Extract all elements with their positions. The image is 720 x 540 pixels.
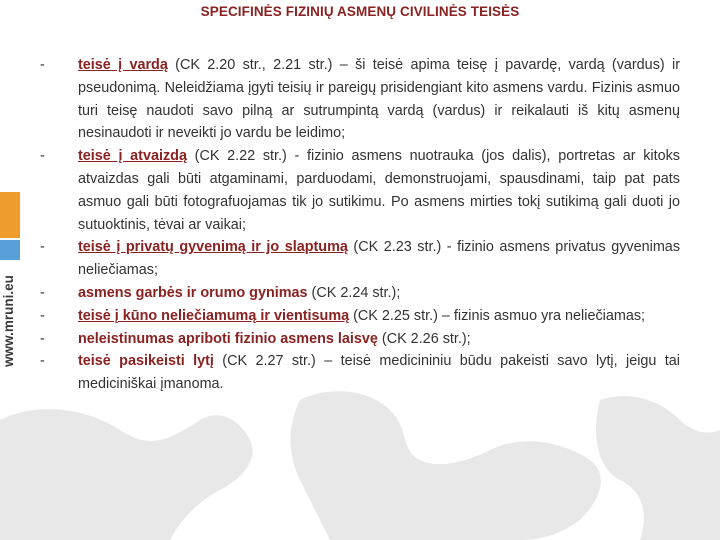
slide-title: SPECIFINĖS FIZINIŲ ASMENŲ CIVILINĖS TEISĖS [200, 4, 520, 19]
list-dash: - [40, 353, 45, 370]
right-description: (CK 2.27 str.) – teisė medicininiu būdu pakeisti savo lytį, jeigu tai mediciniškai įmanoma. [78, 353, 680, 393]
world-map-watermark-icon [0, 380, 720, 540]
right-description: (CK 2.23 str.) - fizinio asmens privatus gyvenimas neliečiamas; [78, 239, 681, 279]
list-dash: - [40, 284, 45, 301]
list-item [40, 145, 680, 236]
right-term: teisė pasikeisti lytį [78, 353, 214, 370]
list-dash: - [40, 239, 45, 256]
logo-bar [0, 192, 20, 370]
list-dash: - [40, 57, 45, 73]
right-description: (CK 2.25 str.) – fizinis asmuo yra neliečiamas; [349, 307, 646, 324]
right-description: (CK 2.24 str.); [307, 284, 401, 301]
logo-text: www.mruni.eu [1, 275, 16, 367]
logo-blue-block [0, 240, 20, 260]
rights-list [40, 54, 680, 396]
right-term: teisė į privatų gyvenimą ir jo slaptumą [78, 239, 348, 256]
right-description: (CK 2.22 str.) - fizinio asmens nuotrauka (jos dalis), portretas ar kitoks atvaizdas gali būti atgaminami, parduodami, demonstruojami, spausdinami, taip pat pats asmuo gali būti fotografuojamas tik jo sutikimu. Po asmens mirties tokį sutikimą gali duoti jo sutuoktinis, tėvai ar vaikai; [78, 148, 680, 233]
list-dash: - [40, 330, 45, 347]
list-item [40, 305, 680, 328]
list-item [40, 282, 680, 305]
list-dash: - [40, 148, 45, 165]
list-item [40, 236, 680, 282]
list-item [40, 350, 680, 396]
right-term: teisė į atvaizdą [78, 148, 187, 165]
list-item [40, 328, 680, 351]
list-item [40, 54, 680, 145]
logo-orange-block [0, 192, 20, 238]
right-description: (CK 2.26 str.); [377, 330, 471, 347]
right-term: neleistinumas apriboti fizinio asmens laisvę [78, 330, 378, 347]
right-term: asmens garbės ir orumo gynimas [78, 284, 308, 301]
list-dash: - [40, 307, 45, 324]
right-term: teisė į vardą [78, 57, 168, 73]
right-term: teisė į kūno neliečiamumą ir vientisumą [78, 307, 350, 324]
right-description: (CK 2.20 str., 2.21 str.) – ši teisė apima teisę į pavardę, vardą (vardus) ir pseudonimą. Neleidžiama įgyti teisių ir pareigų prisidengiant kito asmens vardu. Fizinis asmuo turi teisę naudoti savo pilną ar sutrumpintą vardą (vardus) ir reikalauti iš kitų asmenų nesinaudoti ir neveikti jo vardu be leidimo; [78, 57, 680, 142]
